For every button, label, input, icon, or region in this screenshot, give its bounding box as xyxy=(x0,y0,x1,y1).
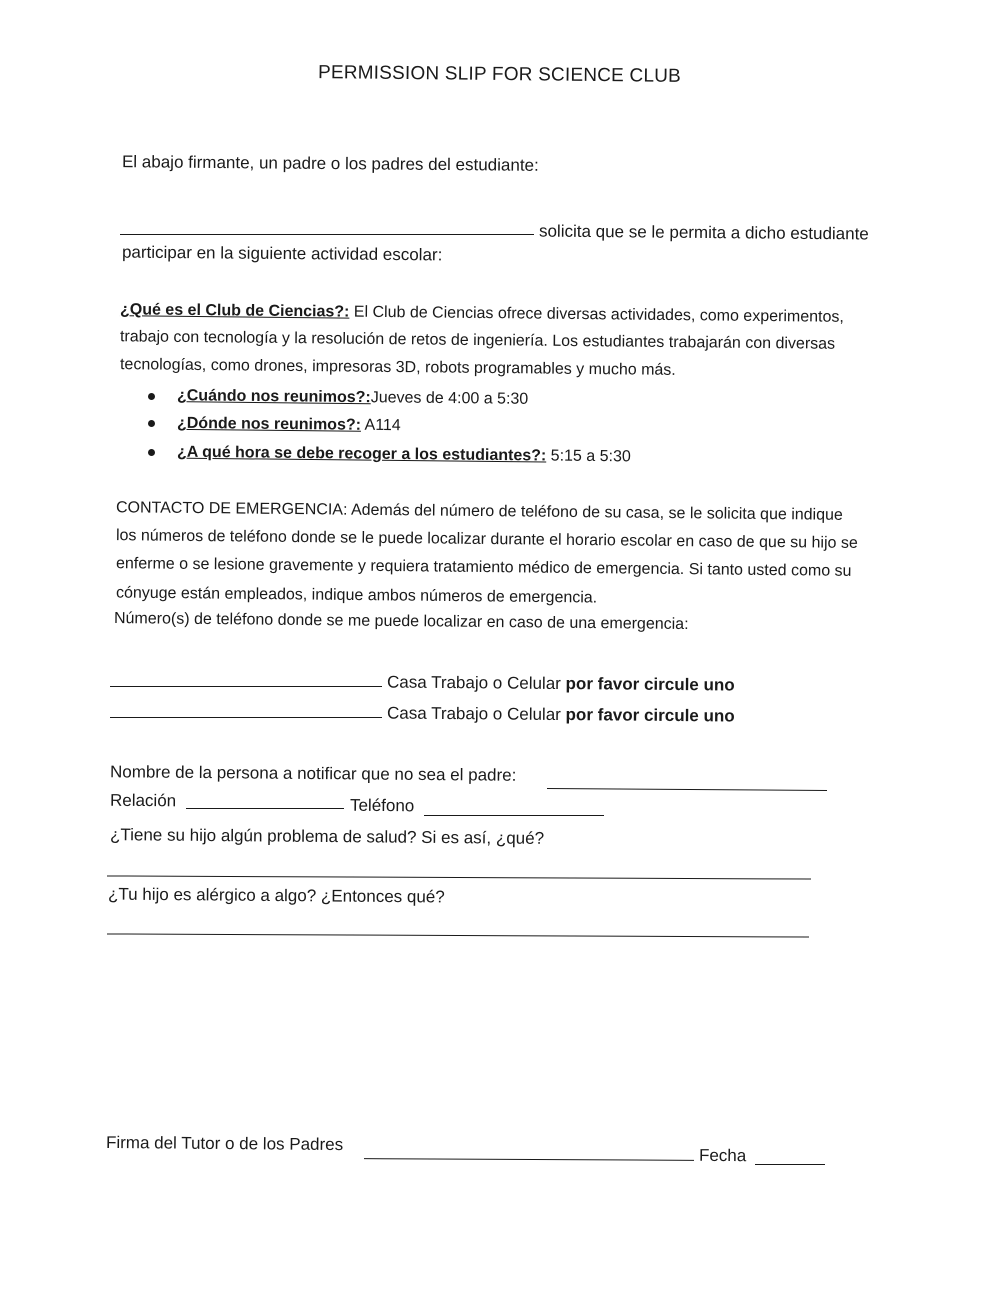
bullet-when-value: Jueves de 4:00 a 5:30 xyxy=(370,389,529,408)
intro-line-3: participar en la siguiente actividad escolar: xyxy=(121,242,443,265)
signature-blank[interactable] xyxy=(364,1158,694,1161)
intro-line-2: solicita que se le permita a dicho estudiante xyxy=(538,221,869,244)
relation-label: Relación xyxy=(109,790,177,811)
contact-phone-label: Teléfono xyxy=(349,795,415,816)
phone-blank-2[interactable] xyxy=(110,717,382,718)
bullet-when xyxy=(177,384,528,412)
notify-name-blank[interactable] xyxy=(547,788,827,791)
emergency-line-4: cónyuge están empleados, indique ambos números de emergencia. xyxy=(115,584,598,607)
phone-options-1-note: por favor circule uno xyxy=(565,674,735,695)
club-description-line-2: trabajo con tecnología y la resolución de retos de ingeniería. Los estudiantes trabajarán con diversas xyxy=(119,328,836,353)
phone-blank-1[interactable] xyxy=(110,686,382,687)
health-question: ¿Tiene su hijo algún problema de salud? Si es así, ¿qué? xyxy=(109,825,545,848)
phone-options-2 xyxy=(387,701,735,728)
bullet-pickup xyxy=(177,441,631,470)
bullet-dot-1 xyxy=(148,393,155,400)
emergency-line-2: los números de teléfono donde se le puede localizar durante el horario escolar en caso de que su hijo se xyxy=(115,527,858,552)
bullet-dot-3 xyxy=(148,449,155,456)
date-blank[interactable] xyxy=(755,1164,825,1165)
date-label: Fecha xyxy=(698,1145,747,1166)
bullet-pickup-label: ¿A qué hora se debe recoger a los estudiantes?: xyxy=(176,443,547,465)
phone-options-1-text: Casa Trabajo o Celular xyxy=(386,672,566,694)
notify-name-label: Nombre de la persona a notificar que no sea el padre: xyxy=(109,762,517,785)
club-question-label: ¿Qué es el Club de Ciencias?: xyxy=(119,301,350,321)
bullet-pickup-value: 5:15 a 5:30 xyxy=(546,447,631,466)
student-name-blank[interactable] xyxy=(120,234,534,235)
page-title: PERMISSION SLIP FOR SCIENCE CLUB xyxy=(317,62,682,87)
club-description-text: El Club de Ciencias ofrece diversas actividades, como experimentos, xyxy=(349,303,844,326)
club-description-line-1 xyxy=(120,298,844,330)
intro-line-1: El abajo firmante, un padre o los padres del estudiante: xyxy=(121,152,539,175)
bullet-dot-2 xyxy=(148,420,155,427)
bullet-where-value: A114 xyxy=(360,416,401,435)
bullet-where xyxy=(177,412,401,438)
bullet-when-label: ¿Cuándo nos reunimos?: xyxy=(176,387,371,407)
emergency-line-1: CONTACTO DE EMERGENCIA: Además del número de teléfono de su casa, se le solicita que indique xyxy=(115,499,843,524)
emergency-line-5: Número(s) de teléfono donde se me puede localizar en caso de una emergencia: xyxy=(113,609,689,634)
health-answer-blank[interactable] xyxy=(107,875,811,879)
allergy-answer-blank[interactable] xyxy=(107,933,809,937)
signature-label: Firma del Tutor o de los Padres xyxy=(105,1132,344,1155)
relation-blank[interactable] xyxy=(186,808,344,809)
phone-options-2-text: Casa Trabajo o Celular xyxy=(386,703,566,725)
bullet-where-label: ¿Dónde nos reunimos?: xyxy=(176,414,362,434)
club-description-line-3: tecnologías, como drones, impresoras 3D, robots programables y mucho más. xyxy=(119,356,676,379)
contact-phone-blank[interactable] xyxy=(424,815,604,816)
phone-options-1 xyxy=(387,670,735,697)
emergency-line-3: enferme o se lesione gravemente y requiera tratamiento médico de emergencia. Si tanto usted como su xyxy=(115,555,852,580)
allergy-question: ¿Tu hijo es alérgico a algo? ¿Entonces qué? xyxy=(107,884,445,907)
phone-options-2-note: por favor circule uno xyxy=(565,705,735,726)
